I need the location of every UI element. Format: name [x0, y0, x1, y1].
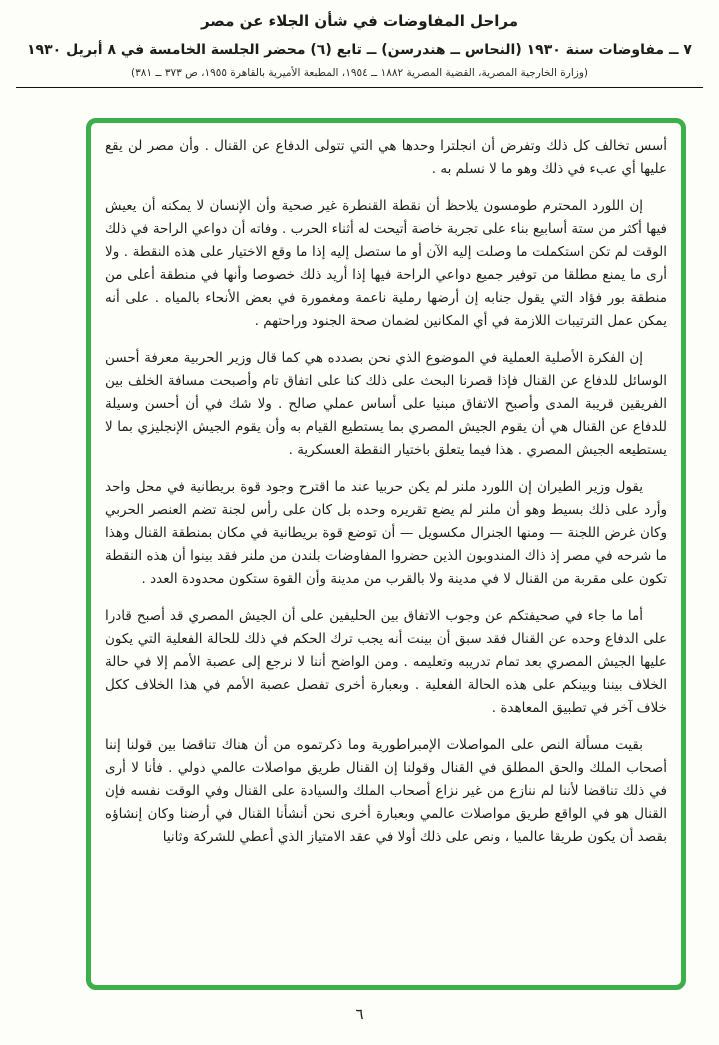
body-paragraph: يقول وزير الطيران إن اللورد ملنر لم يكن حربيا عند ما اقترح وجود قوة بريطانية في محل واحد وأرد على ذلك بسيط وهو أن ملنر لم يضع تقريره وحده بل كان على رأس لجنة تضم العنصر الحربي وكان غرض اللجنة — ومنها الجنرال مكسويل — أن توضع قوة بريطانية في مكان بمنطقة القنال وهذا ما شرحه في مصر إذ ذاك المندوبون الذين حضروا المفاوضات بلندن من ملنر فقد بينوا أن هذه النقطة تكون على مقربة من القنال لا في مدينة ولا بالقرب من مدينة وأن القوة ستكون محدودة العدد .	[105, 479, 667, 587]
body-paragraph: أما ما جاء في صحيفتكم عن وجوب الاتفاق بين الحليفين على أن الجيش المصري قد أصبح قادرا على الدفاع وحده عن القنال فقد سبق أن بينت أنه يجب ترك الحكم في ذلك للحالة الفعلية التي يكون عليها الجيش المصري بعد تمام تدريبه وتعليمه . ومن الواضح أننا لا نرجع إلى عصبة الأمم إلا في حالة الخلاف بيننا وبينكم على هذه الحالة الفعلية . وبعبارة أخرى تفصل عصبة الأمم في هذا الخلاف ككل خلاف آخر في تطبيق المعاهدة .	[105, 608, 667, 716]
body-paragraph: بقيت مسألة النص على المواصلات الإمبراطورية وما ذكرتموه من أن هناك تناقضا بين قولنا إننا أصحاب الملك والحق المطلق في القنال وقولنا إن القنال طريق مواصلات عالمي دولي . فأنا لا أرى في ذلك تناقضا لأننا لم ننازع من غير نزاع أصحاب الملك والسيادة على القنال وفي الوقت نفسه فإن القنال هو في الواقع طريق مواصلات عالمي وبعبارة أخرى نحن أنشأنا القنال في أرضنا وكان إنشاؤه بقصد أن يكون طريقا عالميا ، ونص على ذلك أولا في عقد الامتياز الذي أعطي للشركة وثانيا	[105, 737, 667, 845]
body-paragraph: إن اللورد المحترم طومسون يلاحظ أن نقطة القنطرة غير صحية وأن الإنسان لا يمكنه أن يعيش فيها أكثر من ستة أسابيع بناء على تجربة خاصة أتيحت له أثناء الحرب . وفاته أن دواعي الراحة في ذلك الوقت لم تكن استكملت ما وصلت إليه الآن أو ما ستصل إليه إذا ما وقع الاختيار على هذه النقطة . ولا أرى ما يمنع مطلقا من توفير جميع دواعي الراحة فيها إذا أريد ذلك خصوصا وأنها في منطقة أعلى من منطقة بور فؤاد التي يقول جنابه إن أرضها رملية ناعمة ومغمورة في بعض الأنحاء بالمياه . على أنه يمكن عمل الترتيبات اللازمة في أي المكانين لضمان صحة الجنود وراحتهم .	[105, 198, 667, 329]
body-paragraph: أسس تخالف كل ذلك وتفرض أن انجلترا وحدها هي التي تتولى الدفاع عن القنال . وأن مصر لن يقع عليها أي عبء في ذلك وهو ما لا نسلم به .	[105, 138, 667, 177]
page-number: ٦	[355, 1005, 364, 1023]
document-header	[0, 0, 719, 88]
source-citation: (وزارة الخارجية المصرية، القضية المصرية ١٨٨٢ ــ ١٩٥٤، المطبعة الأميرية بالقاهرة ١٩٥٥، ص ٣٧٣ ــ ٣٨١)	[130, 67, 589, 79]
body-paragraph: إن الفكرة الأصلية العملية في الموضوع الذي نحن بصدده هي كما قال وزير الحربية معرفة أحسن الوسائل للدفاع عن القنال فإذا قصرنا البحث على ذلك كنا على اتفاق تام وأصبحت مسافة الخلف بين الفريقين قريبة المدى وأصبح الاتفاق مبنيا على أساس عملي صالح . ولا شك في أن أحسن وسيلة للدفاع عن القنال هي أن يقوم الجيش المصري بما يستطيع القيام به وأن يقوم الجيش الإنجليزي بما لا يستطيعه الجيش المصري . هذا فيما يتعلق باختيار النقطة العسكرية .	[105, 350, 667, 458]
highlighted-text-box	[86, 118, 686, 990]
page-title: مراحل المفاوضات في شأن الجلاء عن مصر	[200, 12, 519, 30]
header-divider	[16, 87, 703, 88]
section-heading: ٧ ــ مفاوضات سنة ١٩٣٠ (النحاس ــ هندرسن) ــ تابع (٦) محضر الجلسة الخامسة في ٨ أبريل ١٩٣٠	[27, 42, 692, 58]
